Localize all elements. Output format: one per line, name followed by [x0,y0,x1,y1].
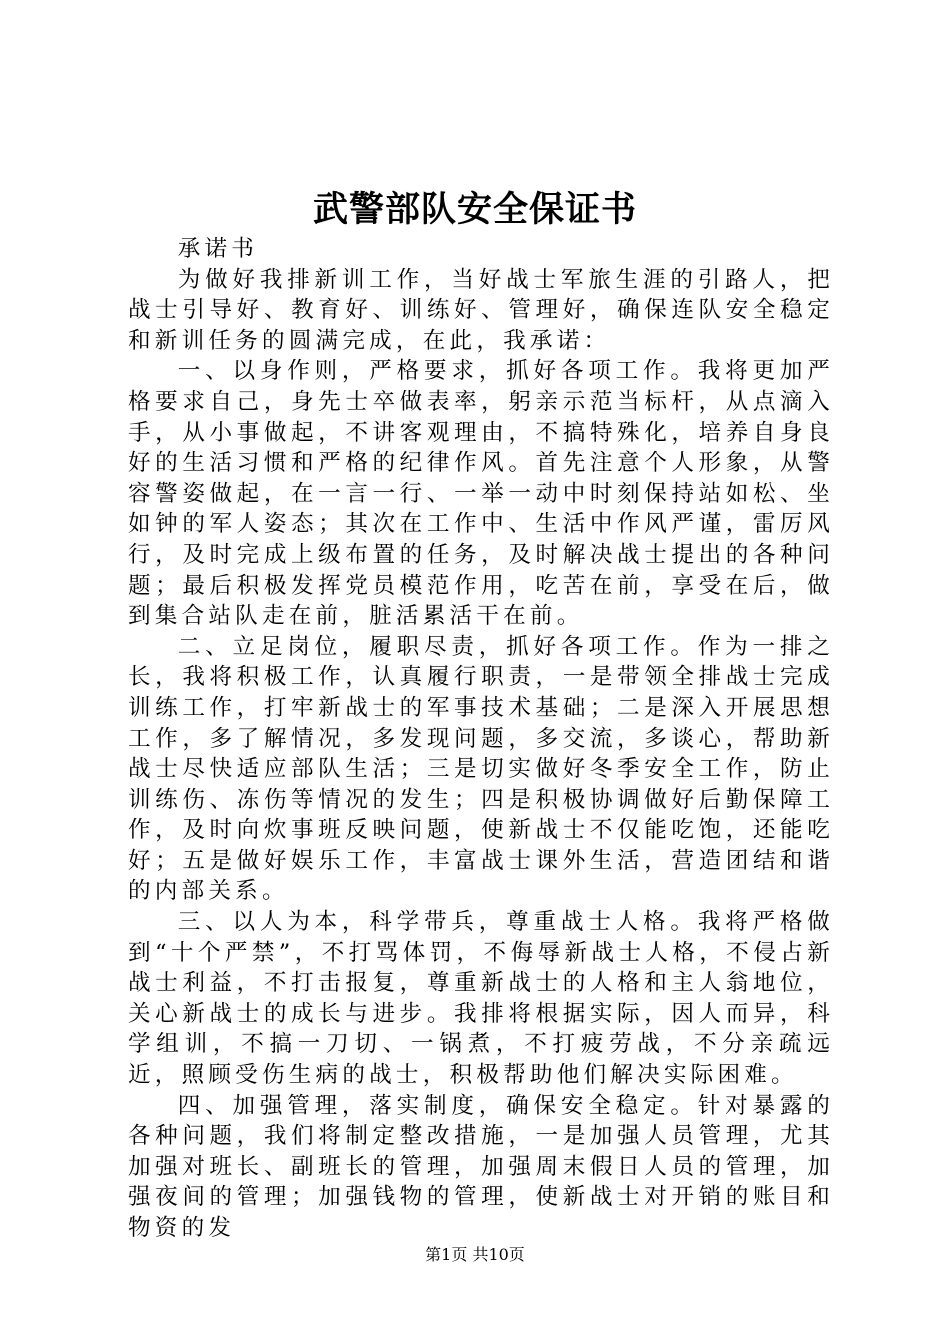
paragraph-heading: 承诺书 [177,236,259,262]
paragraph-item-2: 二、立足岗位，履职尽责，抓好各项工作。作为一排之长，我将积极工作，认真履行职责，一是带领全排战士完成训练工作，打牢新战士的军事技术基础；二是深入开展思想工作，多了解情况，多发现问题，多交流，多谈心，帮助新战士尽快适应部队生活；三是切实做好冬季安全工作，防止训练伤、冻伤等情况的发生；四是积极协调做好后勤保障工作，及时向炊事班反映问题，使新战士不仅能吃饱，还能吃好；五是做好娱乐工作，丰富战士课外生活，营造团结和谐的内部关系。 [128,633,834,905]
paragraph-item-3: 三、以人为本，科学带兵，尊重战士人格。我将严格做到“十个严禁”，不打骂体罚，不侮辱新战士人格，不侵占新战士利益，不打击报复，尊重新战士的人格和主人翁地位，关心新战士的成长与进步。我排将根据实际，因人而异，科学组训，不搞一刀切、一锅煮，不打疲劳战，不分亲疏远近，照顾受伤生病的战士，积极帮助他们解决实际困难。 [128,909,834,1089]
document-body [128,234,834,1244]
page-number: 第1页 共10页 [425,1245,525,1264]
paragraph-intro: 为做好我排新训工作，当好战士军旅生涯的引路人，把战士引导好、教育好、训练好、管理好，确保连队安全稳定和新训任务的圆满完成，在此，我承诺： [128,266,834,354]
document-title: 武警部队安全保证书 [312,189,637,230]
paragraph-item-1: 一、以身作则，严格要求，抓好各项工作。我将更加严格要求自己，身先士卒做表率，躬亲示范当标杆，从点滴入手，从小事做起，不讲客观理由，不搞特殊化，培养自身良好的生活习惯和严格的纪律作风。首先注意个人形象，从警容警姿做起，在一言一行、一举一动中时刻保持站如松、坐如钟的军人姿态；其次在工作中、生活中作风严谨，雷厉风行，及时完成上级布置的任务，及时解决战士提出的各种问题；最后积极发挥党员模范作用，吃苦在前，享受在后，做到集合站队走在前，脏活累活干在前。 [128,358,834,630]
paragraph-item-4: 四、加强管理，落实制度，确保安全稳定。针对暴露的各种问题，我们将制定整改措施，一是加强人员管理，尤其加强对班长、副班长的管理，加强周末假日人员的管理，加强夜间的管理；加强钱物的管理，使新战士对开销的账目和物资的发 [128,1092,834,1241]
